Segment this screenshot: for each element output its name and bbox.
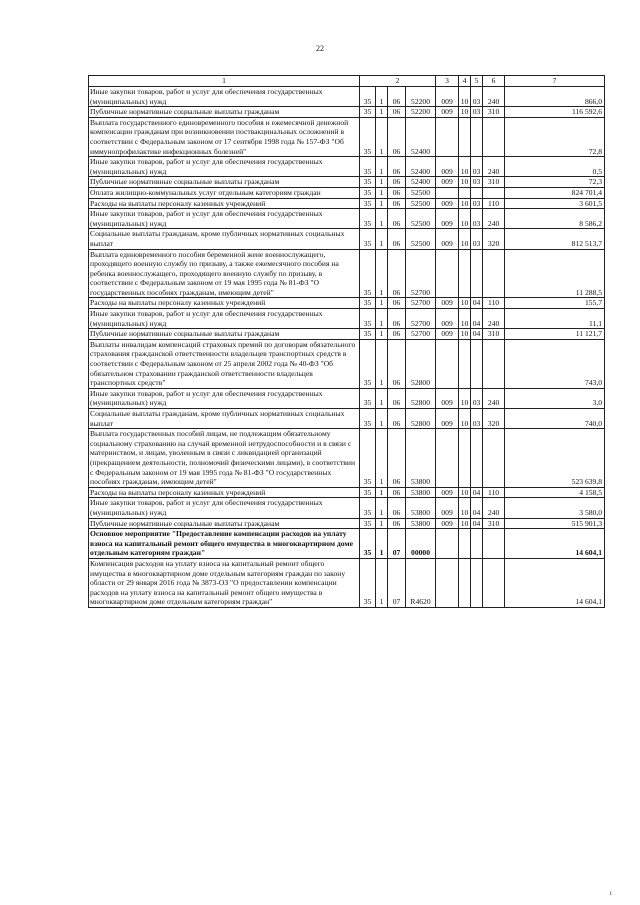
expense-type-code-cell: 110 (483, 487, 505, 498)
row-description-cell: Расходы на выплаты персоналу казенных учреждений (89, 487, 360, 498)
header-row (89, 76, 605, 87)
target-code-3-cell: 06 (388, 409, 406, 429)
target-code-3-cell: 06 (388, 388, 406, 408)
row-description-cell: Иные закупки товаров, работ и услуг для обеспечения государственных (муниципальных) нужд (89, 87, 360, 107)
subsection-code-cell: 04 (471, 487, 483, 498)
grbs-code-cell (436, 249, 459, 298)
table-row (89, 229, 605, 249)
table-row (89, 198, 605, 209)
subsection-code-cell: 03 (471, 388, 483, 408)
target-code-1-cell: 35 (360, 558, 376, 607)
subsection-code-cell (471, 187, 483, 198)
expense-type-code-cell (483, 187, 505, 198)
target-code-4-cell: 52800 (406, 339, 436, 388)
target-code-1-cell: 35 (360, 198, 376, 209)
page-number: 22 (316, 44, 324, 53)
target-code-2-cell: 1 (376, 249, 388, 298)
expense-type-code-cell: 310 (483, 177, 505, 188)
target-code-1-cell: 35 (360, 298, 376, 309)
amount-cell: 155,7 (505, 298, 605, 309)
amount-cell: 812 513,7 (505, 229, 605, 249)
target-code-3-cell: 06 (388, 209, 406, 229)
amount-cell: 72,8 (505, 117, 605, 156)
table-row (89, 429, 605, 488)
target-code-4-cell: 52500 (406, 209, 436, 229)
target-code-3-cell: 06 (388, 157, 406, 177)
row-description-cell: Иные закупки товаров, работ и услуг для обеспечения государственных (муниципальных) нужд (89, 309, 360, 329)
section-code-cell: 10 (459, 107, 471, 118)
target-code-4-cell: 52200 (406, 87, 436, 107)
grbs-code-cell: 009 (436, 388, 459, 408)
grbs-code-cell: 009 (436, 309, 459, 329)
amount-cell: 116 592,6 (505, 107, 605, 118)
header-cell: 6 (483, 76, 505, 87)
target-code-4-cell: 52800 (406, 388, 436, 408)
table-row (89, 487, 605, 498)
target-code-1-cell: 35 (360, 187, 376, 198)
table-row (89, 558, 605, 607)
target-code-2-cell: 1 (376, 187, 388, 198)
section-code-cell: 10 (459, 487, 471, 498)
target-code-3-cell: 06 (388, 487, 406, 498)
grbs-code-cell (436, 558, 459, 607)
target-code-2-cell: 1 (376, 429, 388, 488)
expense-type-code-cell (483, 339, 505, 388)
row-description-cell: Основное мероприятие "Предоставление компенсации расходов на уплату взноса на капитальный ремонт общего имущества в многоквартирном доме отдельным категориям граждан" (89, 529, 360, 559)
target-code-1-cell: 35 (360, 177, 376, 188)
section-code-cell: 10 (459, 518, 471, 529)
grbs-code-cell: 009 (436, 177, 459, 188)
amount-cell: 11 121,7 (505, 329, 605, 340)
target-code-4-cell: 52700 (406, 298, 436, 309)
section-code-cell: 10 (459, 229, 471, 249)
header-cell: 7 (505, 76, 605, 87)
grbs-code-cell (436, 187, 459, 198)
expense-type-code-cell: 240 (483, 157, 505, 177)
grbs-code-cell: 009 (436, 298, 459, 309)
expense-type-code-cell: 110 (483, 298, 505, 309)
target-code-1-cell: 35 (360, 518, 376, 529)
row-description-cell: Иные закупки товаров, работ и услуг для обеспечения государственных (муниципальных) нужд (89, 209, 360, 229)
expense-type-code-cell: 310 (483, 329, 505, 340)
target-code-4-cell: 53800 (406, 518, 436, 529)
row-description-cell: Иные закупки товаров, работ и услуг для обеспечения государственных (муниципальных) нужд (89, 498, 360, 518)
expense-type-code-cell (483, 558, 505, 607)
amount-cell: 11,1 (505, 309, 605, 329)
table-row (89, 87, 605, 107)
amount-cell: 3 601,5 (505, 198, 605, 209)
target-code-2-cell: 1 (376, 157, 388, 177)
target-code-1-cell: 35 (360, 498, 376, 518)
section-code-cell: 10 (459, 298, 471, 309)
expense-type-code-cell: 310 (483, 107, 505, 118)
table-row (89, 117, 605, 156)
row-description-cell: Социальные выплаты гражданам, кроме публичных нормативных социальных выплат (89, 229, 360, 249)
expense-type-code-cell (483, 529, 505, 559)
target-code-1-cell: 35 (360, 529, 376, 559)
row-description-cell: Публичные нормативные социальные выплаты гражданам (89, 329, 360, 340)
grbs-code-cell (436, 117, 459, 156)
target-code-4-cell: 52500 (406, 229, 436, 249)
subsection-code-cell (471, 249, 483, 298)
subsection-code-cell (471, 339, 483, 388)
subsection-code-cell (471, 558, 483, 607)
section-code-cell: 10 (459, 209, 471, 229)
amount-cell: 4 158,5 (505, 487, 605, 498)
section-code-cell: 10 (459, 157, 471, 177)
target-code-3-cell: 06 (388, 329, 406, 340)
target-code-1-cell: 35 (360, 157, 376, 177)
expense-type-code-cell: 320 (483, 229, 505, 249)
grbs-code-cell: 009 (436, 157, 459, 177)
subsection-code-cell: 03 (471, 157, 483, 177)
grbs-code-cell: 009 (436, 107, 459, 118)
row-description-cell: Выплаты инвалидам компенсаций страховых премий по договорам обязательного страхования гражданской ответственности владельцев транспортных средств в соответствии с Федеральным законом от 25 апреля 2002 года № 40-ФЗ "Об обязательном страховании гражданской ответственности владельцев транспортных средств" (89, 339, 360, 388)
section-code-cell: 10 (459, 409, 471, 429)
grbs-code-cell: 009 (436, 229, 459, 249)
subsection-code-cell: 03 (471, 198, 483, 209)
row-description-cell: Компенсация расходов на уплату взноса на капитальный ремонт общего имущества в многоквартирном доме отдельным категориям граждан по закону области от 29 января 2016 года № 3873-ОЗ "О предоставлении компенсации расходов на уплату взноса на капитальный ремонт общего имущества в многоквартирном доме отдельным категориям граждан" (89, 558, 360, 607)
header-cell: 1 (89, 76, 360, 87)
header-cell: 2 (360, 76, 436, 87)
target-code-1-cell: 35 (360, 388, 376, 408)
expense-type-code-cell: 240 (483, 498, 505, 518)
target-code-3-cell: 06 (388, 309, 406, 329)
amount-cell: 72,3 (505, 177, 605, 188)
target-code-1-cell: 35 (360, 409, 376, 429)
amount-cell: 866,0 (505, 87, 605, 107)
expense-type-code-cell: 240 (483, 209, 505, 229)
target-code-4-cell: 52200 (406, 107, 436, 118)
table-row (89, 157, 605, 177)
row-description-cell: Расходы на выплаты персоналу казенных учреждений (89, 298, 360, 309)
target-code-3-cell: 06 (388, 249, 406, 298)
grbs-code-cell: 009 (436, 87, 459, 107)
amount-cell: 14 604,1 (505, 558, 605, 607)
header-cell: 3 (436, 76, 459, 87)
target-code-1-cell: 35 (360, 87, 376, 107)
expense-type-code-cell: 320 (483, 409, 505, 429)
expense-type-code-cell (483, 117, 505, 156)
target-code-2-cell: 1 (376, 107, 388, 118)
table-row (89, 249, 605, 298)
target-code-2-cell: 1 (376, 177, 388, 188)
target-code-2-cell: 1 (376, 409, 388, 429)
section-code-cell: 10 (459, 87, 471, 107)
target-code-3-cell: 07 (388, 529, 406, 559)
target-code-4-cell: 53800 (406, 429, 436, 488)
target-code-2-cell: 1 (376, 498, 388, 518)
target-code-1-cell: 35 (360, 339, 376, 388)
header-cell: 5 (471, 76, 483, 87)
amount-cell: 11 288,5 (505, 249, 605, 298)
target-code-4-cell: 52700 (406, 329, 436, 340)
table-row (89, 309, 605, 329)
target-code-2-cell: 1 (376, 209, 388, 229)
target-code-2-cell: 1 (376, 558, 388, 607)
amount-cell: 3,0 (505, 388, 605, 408)
section-code-cell: 10 (459, 498, 471, 518)
section-code-cell (459, 339, 471, 388)
table-row (89, 529, 605, 559)
target-code-4-cell: 52400 (406, 157, 436, 177)
grbs-code-cell: 009 (436, 518, 459, 529)
footer-mark: і (610, 891, 612, 897)
row-description-cell: Выплата государственных пособий лицам, не подлежащим обязательному социальному страхованию на случай временной нетрудоспособности и в связи с материнством, и лицам, уволенным в связи с ликвидацией организаций (прекращением деятельности, полномочий физическими лицами), в соответствии с Федеральным законом от 19 мая 1995 года № 81-ФЗ "О государственных пособиях гражданам, имеющим детей" (89, 429, 360, 488)
subsection-code-cell: 04 (471, 298, 483, 309)
table-row (89, 187, 605, 198)
table-row (89, 409, 605, 429)
row-description-cell: Иные закупки товаров, работ и услуг для обеспечения государственных (муниципальных) нужд (89, 388, 360, 408)
amount-cell: 14 604,1 (505, 529, 605, 559)
subsection-code-cell: 03 (471, 409, 483, 429)
grbs-code-cell (436, 529, 459, 559)
target-code-2-cell: 1 (376, 87, 388, 107)
target-code-1-cell: 35 (360, 329, 376, 340)
row-description-cell: Выплата государственного единовременного пособия и ежемесячной денежной компенсации гражданам при возникновении поствакцинальных осложнений в соответствии с Федеральным законом от 17 сентября 1998 года № 157-ФЗ "Об иммунопрофилактике инфекционных болезней" (89, 117, 360, 156)
row-description-cell: Публичные нормативные социальные выплаты гражданам (89, 518, 360, 529)
section-code-cell (459, 429, 471, 488)
subsection-code-cell (471, 429, 483, 488)
target-code-1-cell: 35 (360, 309, 376, 329)
grbs-code-cell: 009 (436, 498, 459, 518)
target-code-4-cell: 52700 (406, 249, 436, 298)
amount-cell: 743,0 (505, 339, 605, 388)
section-code-cell (459, 558, 471, 607)
subsection-code-cell: 04 (471, 329, 483, 340)
table-row (89, 298, 605, 309)
target-code-1-cell: 35 (360, 117, 376, 156)
target-code-3-cell: 06 (388, 518, 406, 529)
section-code-cell: 10 (459, 388, 471, 408)
target-code-3-cell: 07 (388, 558, 406, 607)
expense-type-code-cell: 310 (483, 518, 505, 529)
budget-table (88, 75, 605, 608)
target-code-3-cell: 06 (388, 177, 406, 188)
target-code-3-cell: 06 (388, 198, 406, 209)
target-code-3-cell: 06 (388, 298, 406, 309)
target-code-3-cell: 06 (388, 187, 406, 198)
subsection-code-cell: 03 (471, 229, 483, 249)
target-code-4-cell: 52500 (406, 198, 436, 209)
target-code-4-cell: 00000 (406, 529, 436, 559)
target-code-1-cell: 35 (360, 107, 376, 118)
row-description-cell: Иные закупки товаров, работ и услуг для обеспечения государственных (муниципальных) нужд (89, 157, 360, 177)
target-code-2-cell: 1 (376, 298, 388, 309)
target-code-3-cell: 06 (388, 229, 406, 249)
header-cell: 4 (459, 76, 471, 87)
expense-type-code-cell: 240 (483, 87, 505, 107)
target-code-3-cell: 06 (388, 429, 406, 488)
target-code-3-cell: 06 (388, 339, 406, 388)
subsection-code-cell: 03 (471, 209, 483, 229)
section-code-cell (459, 187, 471, 198)
table-row (89, 177, 605, 188)
target-code-2-cell: 1 (376, 529, 388, 559)
target-code-4-cell: 52800 (406, 409, 436, 429)
table-row (89, 498, 605, 518)
grbs-code-cell: 009 (436, 487, 459, 498)
target-code-4-cell: 52400 (406, 117, 436, 156)
grbs-code-cell: 009 (436, 198, 459, 209)
amount-cell: 3 580,0 (505, 498, 605, 518)
table-row (89, 518, 605, 529)
row-description-cell: Расходы на выплаты персоналу казенных учреждений (89, 198, 360, 209)
subsection-code-cell: 03 (471, 177, 483, 188)
subsection-code-cell: 04 (471, 518, 483, 529)
row-description-cell: Выплата единовременного пособия беременной жене военнослужащего, проходящего военную службу по призыву, а также ежемесячного пособия на ребенка военнослужащего, проходящего военную службу по призыву, в соответствии с Федеральным законом от 19 мая 1995 года № 81-ФЗ "О государственных пособиях гражданам, имеющим детей" (89, 249, 360, 298)
target-code-2-cell: 1 (376, 229, 388, 249)
target-code-2-cell: 1 (376, 339, 388, 388)
subsection-code-cell: 04 (471, 498, 483, 518)
grbs-code-cell: 009 (436, 329, 459, 340)
target-code-4-cell: 52500 (406, 187, 436, 198)
target-code-4-cell: 53800 (406, 498, 436, 518)
table-row (89, 209, 605, 229)
table-row (89, 107, 605, 118)
subsection-code-cell (471, 117, 483, 156)
subsection-code-cell (471, 529, 483, 559)
section-code-cell: 10 (459, 329, 471, 340)
table-row (89, 329, 605, 340)
target-code-4-cell: 52400 (406, 177, 436, 188)
section-code-cell (459, 249, 471, 298)
target-code-4-cell: 52700 (406, 309, 436, 329)
row-description-cell: Социальные выплаты гражданам, кроме публичных нормативных социальных выплат (89, 409, 360, 429)
target-code-2-cell: 1 (376, 329, 388, 340)
grbs-code-cell (436, 429, 459, 488)
amount-cell: 740,0 (505, 409, 605, 429)
target-code-2-cell: 1 (376, 309, 388, 329)
expense-type-code-cell (483, 249, 505, 298)
expense-type-code-cell: 240 (483, 309, 505, 329)
target-code-2-cell: 1 (376, 388, 388, 408)
target-code-3-cell: 06 (388, 87, 406, 107)
target-code-4-cell: R4620 (406, 558, 436, 607)
section-code-cell (459, 529, 471, 559)
target-code-1-cell: 35 (360, 249, 376, 298)
row-description-cell: Оплата жилищно-коммунальных услуг отдельным категориям граждан (89, 187, 360, 198)
subsection-code-cell: 03 (471, 107, 483, 118)
target-code-1-cell: 35 (360, 487, 376, 498)
target-code-3-cell: 06 (388, 107, 406, 118)
target-code-2-cell: 1 (376, 487, 388, 498)
subsection-code-cell: 04 (471, 309, 483, 329)
target-code-2-cell: 1 (376, 117, 388, 156)
section-code-cell (459, 117, 471, 156)
section-code-cell: 10 (459, 177, 471, 188)
amount-cell: 824 701,4 (505, 187, 605, 198)
table-row (89, 339, 605, 388)
target-code-3-cell: 06 (388, 498, 406, 518)
row-description-cell: Публичные нормативные социальные выплаты гражданам (89, 177, 360, 188)
section-code-cell: 10 (459, 309, 471, 329)
section-code-cell: 10 (459, 198, 471, 209)
target-code-1-cell: 35 (360, 229, 376, 249)
target-code-4-cell: 53800 (406, 487, 436, 498)
grbs-code-cell: 009 (436, 409, 459, 429)
amount-cell: 523 639,8 (505, 429, 605, 488)
grbs-code-cell (436, 339, 459, 388)
amount-cell: 0,5 (505, 157, 605, 177)
amount-cell: 515 901,3 (505, 518, 605, 529)
target-code-1-cell: 35 (360, 429, 376, 488)
target-code-2-cell: 1 (376, 518, 388, 529)
amount-cell: 8 586,2 (505, 209, 605, 229)
table-row (89, 388, 605, 408)
expense-type-code-cell: 240 (483, 388, 505, 408)
target-code-1-cell: 35 (360, 209, 376, 229)
subsection-code-cell: 03 (471, 87, 483, 107)
target-code-3-cell: 06 (388, 117, 406, 156)
row-description-cell: Публичные нормативные социальные выплаты гражданам (89, 107, 360, 118)
expense-type-code-cell: 110 (483, 198, 505, 209)
grbs-code-cell: 009 (436, 209, 459, 229)
target-code-2-cell: 1 (376, 198, 388, 209)
expense-type-code-cell (483, 429, 505, 488)
